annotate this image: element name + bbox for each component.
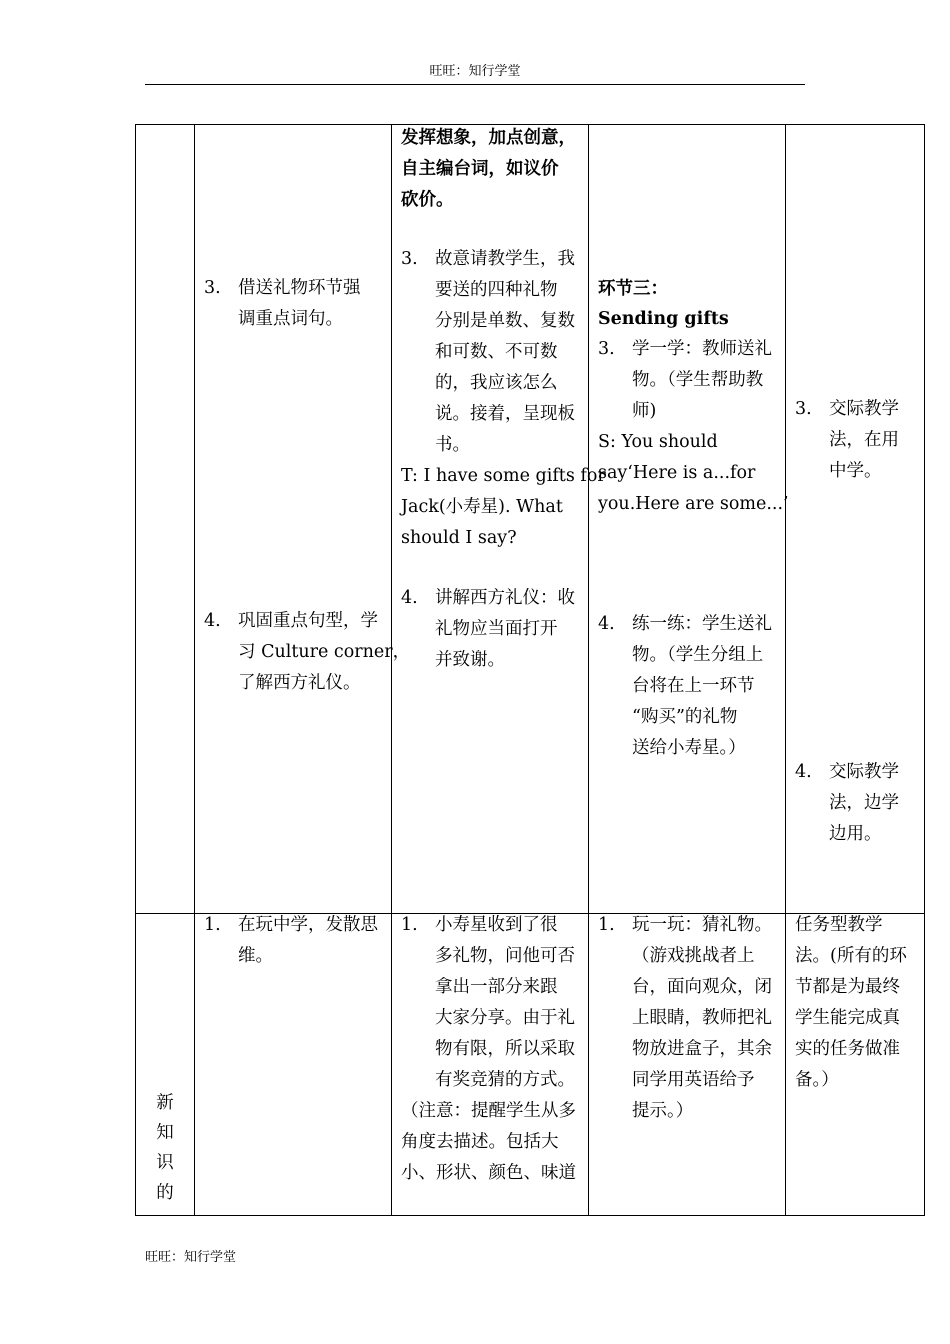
text-line: 维。 xyxy=(238,946,273,966)
bold-line: 发挥想象，加点创意， xyxy=(401,128,576,148)
text-line: 物有限，所以采取 xyxy=(435,1039,575,1059)
text-line: 法。(所有的环 xyxy=(795,946,907,966)
text-line: T: I have some gifts for xyxy=(401,466,606,486)
text-line: 在玩中学，发散思 xyxy=(238,915,378,935)
text-line: （游戏挑战者上 xyxy=(632,946,755,966)
text-line: 交际教学 xyxy=(829,762,899,782)
text-line: “购买”的礼物 xyxy=(632,707,738,727)
item-number: 4. xyxy=(795,762,812,782)
text-line: 调重点词句。 xyxy=(238,309,343,329)
text-line: 拿出一部分来跟 xyxy=(435,977,558,997)
text-line: 玩一玩：猜礼物。 xyxy=(632,915,772,935)
text-line: say‘Here is a...for xyxy=(598,463,756,483)
text-line: 提示。） xyxy=(632,1101,694,1121)
item-number: 1. xyxy=(598,915,615,935)
page-header: 旺旺：知行学堂 xyxy=(145,62,805,85)
text-line: 学一学：教师送礼 xyxy=(632,339,772,359)
text-line: 法，边学 xyxy=(829,793,899,813)
note-line: 角度去描述。包括大 xyxy=(401,1132,559,1152)
page-footer: 旺旺：知行学堂 xyxy=(145,1250,237,1265)
text-line: you.Here are some...’ xyxy=(598,494,789,514)
note-line: 小、形状、颜色、味道 xyxy=(401,1163,576,1183)
text-line: 习 Culture corner， xyxy=(238,642,411,662)
item-number: 4. xyxy=(401,588,418,608)
stage-char: 识 xyxy=(156,1153,174,1173)
item-number: 3. xyxy=(795,399,812,419)
text-line: 送给小寿星。） xyxy=(632,738,746,758)
section-heading: 环节三： xyxy=(598,279,668,299)
text-line: 大家分享。由于礼 xyxy=(435,1008,575,1028)
section-heading: Sending gifts xyxy=(598,309,729,329)
item-number: 4. xyxy=(598,614,615,634)
text-line: 练一练：学生送礼 xyxy=(632,614,772,634)
column-divider xyxy=(391,125,392,1215)
text-line: 要送的四种礼物 xyxy=(435,280,558,300)
lesson-plan-table xyxy=(135,124,925,1216)
bold-line: 自主编台词，如议价 xyxy=(401,159,559,179)
column-divider xyxy=(588,125,589,1215)
text-line: 同学用英语给予 xyxy=(632,1070,755,1090)
item-number: 3. xyxy=(204,278,221,298)
text-line: 交际教学 xyxy=(829,399,899,419)
text-line: 说。接着，呈现板 xyxy=(435,404,575,424)
text-line: 中学。 xyxy=(829,461,882,481)
text-line: 任务型教学 xyxy=(795,915,883,935)
text-line: Jack(小寿星). What xyxy=(401,497,563,517)
text-line: 物放进盒子，其余 xyxy=(632,1039,772,1059)
text-line: 多礼物，问他可否 xyxy=(435,946,575,966)
text-line: 边用。 xyxy=(829,824,882,844)
text-line: 并致谢。 xyxy=(435,650,505,670)
text-line: 物。（学生分组上 xyxy=(632,645,764,665)
text-line: 上眼睛，教师把礼 xyxy=(632,1008,772,1028)
text-line: 物。（学生帮助教 xyxy=(632,370,764,390)
text-line: 巩固重点句型，学 xyxy=(238,611,378,631)
text-line: 小寿星收到了很 xyxy=(435,915,558,935)
text-line: 分别是单数、复数 xyxy=(435,311,575,331)
text-line: 节都是为最终 xyxy=(795,977,900,997)
text-line: 了解西方礼仪。 xyxy=(238,673,361,693)
item-number: 1. xyxy=(401,915,418,935)
text-line: 学生能完成真 xyxy=(795,1008,900,1028)
text-line: S: You should xyxy=(598,432,718,452)
text-line: 台将在上一环节 xyxy=(632,676,755,696)
item-number: 3. xyxy=(598,339,615,359)
stage-char: 新 xyxy=(156,1093,174,1113)
text-line: 礼物应当面打开 xyxy=(435,619,558,639)
text-line: 有奖竞猜的方式。 xyxy=(435,1070,575,1090)
text-line: 故意请教学生，我 xyxy=(435,249,575,269)
text-line: should I say? xyxy=(401,528,517,548)
column-divider xyxy=(785,125,786,1215)
text-line: 讲解西方礼仪：收 xyxy=(435,588,575,608)
item-number: 1. xyxy=(204,915,221,935)
text-line: 备。） xyxy=(795,1070,839,1090)
text-line: 的，我应该怎么 xyxy=(435,373,558,393)
column-divider xyxy=(194,125,195,1215)
stage-char: 的 xyxy=(156,1183,174,1203)
note-line: （注意：提醒学生从多 xyxy=(401,1101,576,1121)
text-line: 法，在用 xyxy=(829,430,899,450)
bold-line: 砍价。 xyxy=(401,190,454,210)
item-number: 4. xyxy=(204,611,221,631)
stage-char: 知 xyxy=(156,1123,174,1143)
text-line: 和可数、不可数 xyxy=(435,342,558,362)
text-line: 师) xyxy=(632,401,657,421)
text-line: 台，面向观众，闭 xyxy=(632,977,772,997)
item-number: 3. xyxy=(401,249,418,269)
text-line: 书。 xyxy=(435,435,470,455)
text-line: 实的任务做准 xyxy=(795,1039,900,1059)
text-line: 借送礼物环节强 xyxy=(238,278,361,298)
